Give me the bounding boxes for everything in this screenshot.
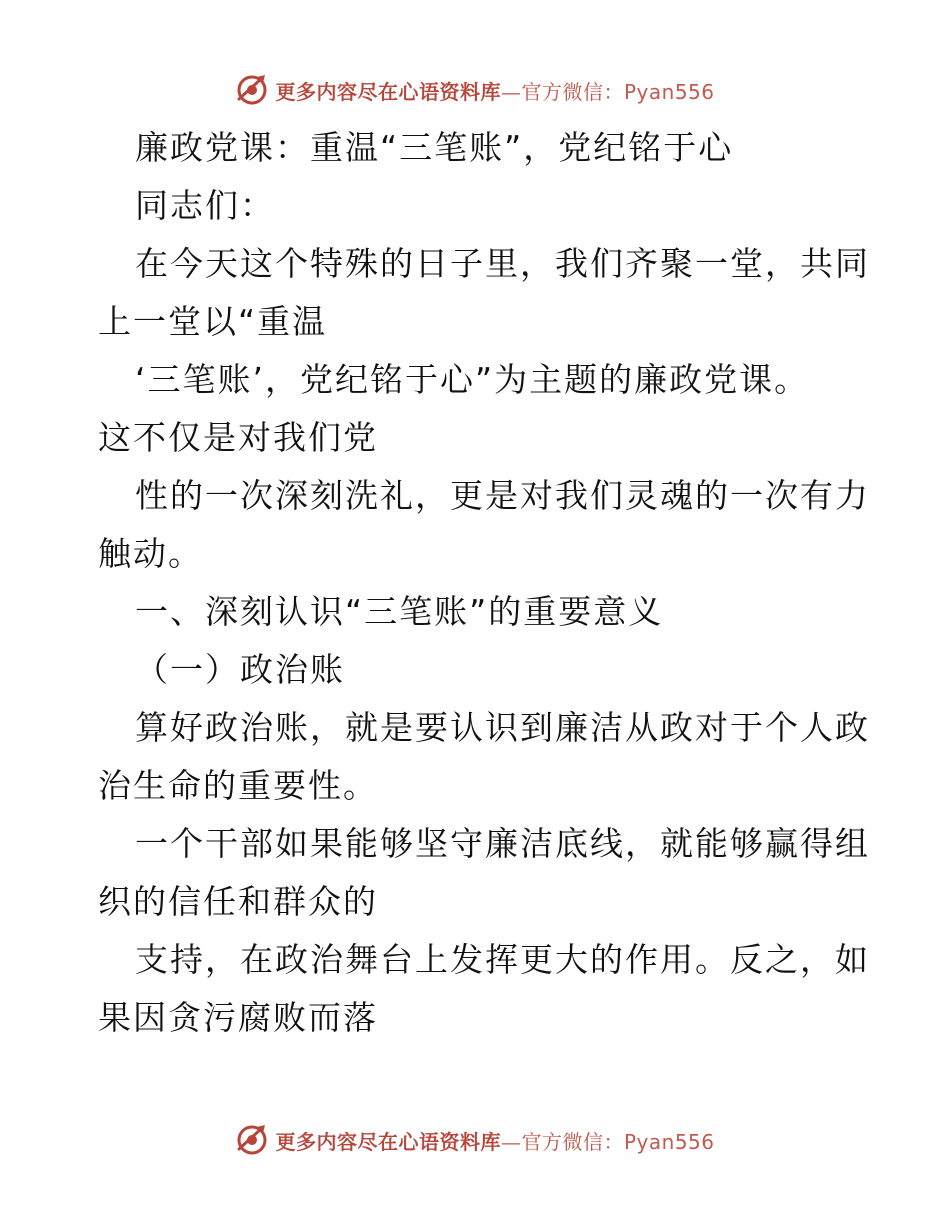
subsection-heading: （一）政治账	[135, 650, 345, 689]
paragraph-line: 织的信任和群众的	[98, 882, 378, 921]
paragraph-line: 在今天这个特殊的日子里，我们齐聚一堂，共同	[135, 244, 870, 283]
paragraph-line: 支持，在政治舞台上发挥更大的作用。反之，如	[135, 940, 870, 979]
document-title: 廉政党课：重温“三笔账”，党纪铭于心	[135, 128, 734, 167]
paragraph-line: 一个干部如果能够坚守廉洁底线，就能够赢得组	[135, 824, 870, 863]
salutation: 同志们：	[135, 186, 275, 225]
paragraph-line: 触动。	[98, 534, 203, 573]
paragraph-line: 性的一次深刻洗礼，更是对我们灵魂的一次有力	[135, 476, 870, 515]
paragraph-line: 上一堂以“重温	[98, 302, 328, 341]
paragraph-line: 这不仅是对我们党	[98, 418, 378, 457]
section-heading: 一、深刻认识“三笔账”的重要意义	[135, 592, 664, 631]
header-banner-text: 更多内容尽在心语资料库—官方微信：Pyan556	[275, 79, 715, 104]
paragraph-line: 果因贪污腐败而落	[98, 998, 378, 1037]
paragraph-line: 治生命的重要性。	[98, 766, 378, 805]
logo-icon	[235, 1123, 269, 1157]
paragraph-line: 算好政治账，就是要认识到廉洁从政对于个人政	[135, 708, 870, 747]
footer-banner	[0, 1120, 950, 1160]
footer-banner-text: 更多内容尽在心语资料库—官方微信：Pyan556	[275, 1129, 715, 1154]
paragraph-line: ‘三笔账’，党纪铭于心”为主题的廉政党课。	[135, 360, 810, 399]
